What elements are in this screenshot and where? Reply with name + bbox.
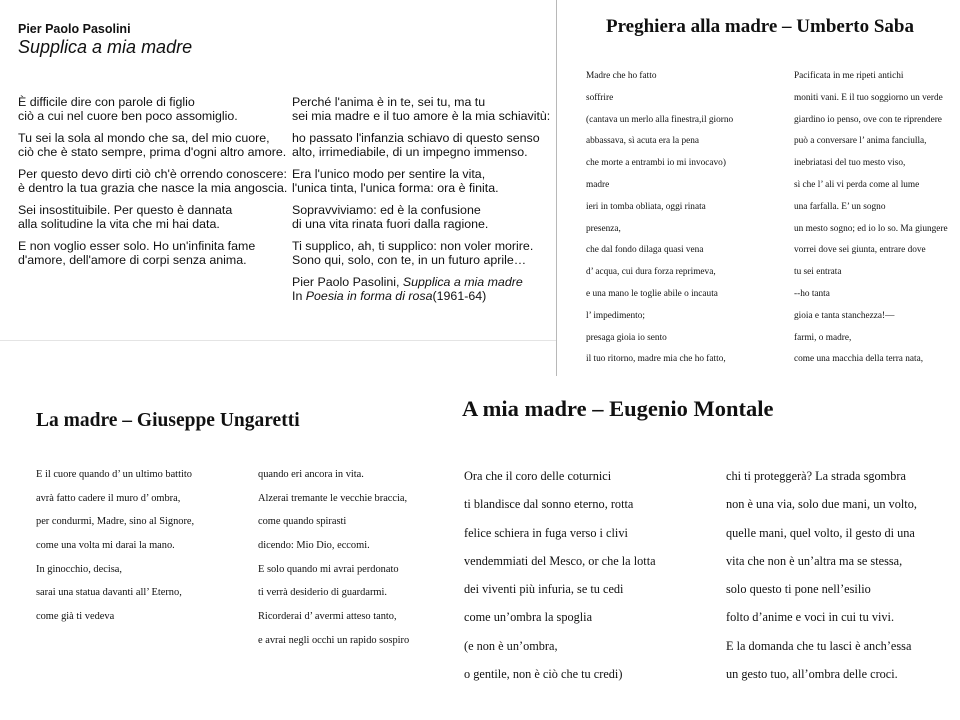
verse-line: È difficile dire con parole di figlio	[18, 95, 195, 109]
stanza	[292, 95, 554, 123]
verse-line: solo questo ti pone nell’esilio	[726, 582, 871, 597]
verse-line: Sei insostituibile. Per questo è dannata	[18, 203, 233, 217]
stanzas	[292, 95, 554, 267]
verse-line: il tuo ritorno, madre mia che ho fatto,	[586, 354, 726, 365]
stanza	[292, 131, 554, 159]
poem-title: Supplica a mia madre	[18, 37, 193, 57]
verse-line: un gesto tuo, all’ombra delle croci.	[726, 667, 898, 682]
verse-line: vorrei dove sei giunta, entrare dove	[794, 245, 926, 256]
verse-line: E solo quando mi avrai perdonato	[258, 563, 399, 575]
poem-author: Pier Paolo Pasolini	[18, 22, 131, 36]
verse-line: ti verrà desiderio di guardarmi.	[258, 587, 387, 599]
verse-line: ho passato l'infanzia schiavo di questo senso	[292, 131, 540, 145]
verse-line: madre	[586, 179, 610, 190]
pasolini-panel	[0, 0, 556, 340]
verse-line: come un’ombra la spoglia	[464, 610, 593, 625]
signature-author: Pier Paolo Pasolini,	[292, 275, 403, 289]
verse-line: felice schiera in fuga verso i clivi	[464, 525, 628, 540]
stanza	[18, 95, 283, 123]
verse-line: Ricorderai d’ avermi atteso tanto,	[258, 611, 397, 623]
verse-line: come già ti vedeva	[36, 611, 115, 623]
stanza	[18, 203, 283, 231]
signature-poem: Supplica a mia madre	[402, 275, 523, 289]
stanza	[292, 239, 554, 267]
verse-line: inebriatasi del tuo mesto viso,	[794, 158, 906, 169]
poem-column-right	[292, 95, 554, 303]
signature-book: Poesia in forma di rosa	[305, 289, 433, 303]
poem-title: Preghiera alla madre – Umberto Saba	[605, 16, 914, 37]
verse-line: soffrire	[586, 92, 614, 103]
verse-line: d'amore, dell'amore di corpi senza anima.	[18, 253, 247, 267]
stanza	[18, 239, 283, 267]
ungaretti-panel	[0, 400, 440, 720]
verse-line: Ti supplico, ah, ti supplico: non voler morire.	[292, 239, 534, 253]
panel-divider-vertical	[556, 0, 557, 376]
verse-line: vendemmiati del Mesco, or che la lotta	[464, 553, 656, 568]
verse-line: può a conversare l’ anima fanciulla,	[794, 136, 927, 147]
verse-line: E la domanda che tu lasci è anch’essa	[726, 638, 912, 653]
poem-column-left	[464, 466, 722, 692]
verse-line: moniti vani. E il tuo soggiorno un verde	[794, 92, 943, 103]
verse-line: folto d’anime e voci in cui tu vivi.	[726, 610, 895, 625]
verse-line: e avrai negli occhi un rapido sospiro	[258, 634, 410, 646]
verse-line: sì che l’ ali vi perda come al lume	[794, 179, 920, 190]
verse-line: In ginocchio, decisa,	[36, 563, 122, 575]
verse-line: non è una via, solo due mani, un volto,	[726, 497, 917, 512]
verse-line: E il cuore quando d’ un ultimo battito	[36, 469, 192, 480]
stanza	[292, 203, 554, 231]
signature-line-2	[292, 289, 554, 303]
poem-column-right	[258, 466, 440, 656]
verse-line: è dentro la tua grazia che nasce la mia angoscia.	[18, 181, 288, 195]
verse-line: Sopravviviamo: ed è la confusione	[292, 203, 481, 217]
verse-line: come una volta mi darai la mano.	[36, 540, 175, 552]
poem-column-right	[794, 68, 960, 373]
verse-line: l’ impedimento;	[586, 310, 645, 321]
verse-line: Madre che ho fatto	[586, 71, 657, 81]
verse-line: per condurmi, Madre, sino al Signore,	[36, 516, 195, 528]
verse-line: gioia e tanta stanchezza!—	[794, 310, 895, 321]
saba-panel	[560, 0, 960, 376]
verse-line: vita che non è un’altra ma se stessa,	[726, 553, 903, 568]
verse-line: ciò che è stato sempre, prima d'ogni altro amore.	[18, 145, 287, 159]
verse-line: e una mano le toglie abile o incauta	[586, 288, 718, 299]
verse-line: (cantava un merlo alla finestra,il giorno	[586, 114, 734, 125]
poem-signature	[292, 275, 554, 303]
verse-line: tu sei entrata	[794, 267, 842, 278]
verse-line: presaga gioia io sento	[586, 332, 667, 343]
signature-line-1	[292, 275, 554, 289]
verse-line: giardino io penso, ove con te riprendere	[794, 114, 942, 125]
verse-line: ciò a cui nel cuore ben poco assomiglio.	[18, 109, 238, 123]
verse-line: avrà fatto cadere il muro d’ ombra,	[36, 492, 181, 504]
verse-line: sarai una statua davanti all’ Eterno,	[36, 587, 182, 599]
stanza	[18, 167, 288, 195]
verse-line: come una macchia della terra nata,	[794, 354, 924, 365]
montale-panel	[440, 390, 960, 720]
verse-line: Alzerai tremante le vecchie braccia,	[258, 492, 408, 504]
verse-line: abbassava, sì acuta era la pena	[586, 136, 700, 147]
verse-line: come quando spirasti	[258, 516, 347, 528]
poem-title: La madre – Giuseppe Ungaretti	[36, 410, 300, 431]
verse-line: o gentile, non è ciò che tu credi)	[464, 667, 623, 682]
poem-title: A mia madre – Eugenio Montale	[462, 396, 774, 421]
verse-line: --ho tanta	[794, 288, 830, 299]
signature-years: (1961-64)	[432, 289, 487, 303]
poem-column-left	[586, 68, 791, 373]
verse-line: Perché l'anima è in te, sei tu, ma tu	[292, 95, 486, 109]
verse-line: ieri in tomba obliata, oggi rinata	[586, 201, 706, 212]
verse-line: sei mia madre e il tuo amore è la mia schiavitù:	[292, 109, 551, 123]
verse-line: alla solitudine la vita che mi hai data.	[18, 217, 220, 231]
signature-in: In	[292, 289, 306, 303]
verse-line: (e non è un’ombra,	[464, 638, 558, 653]
poem-column-left	[36, 466, 248, 632]
verse-line: alto, irrimediabile, di un impegno immenso.	[292, 145, 528, 159]
verse-line: ti blandisce dal sonno eterno, rotta	[464, 497, 634, 512]
verse-line: Sono qui, solo, con te, in un futuro aprile…	[292, 253, 527, 267]
verse-line: chi ti proteggerà? La strada sgombra	[726, 469, 906, 483]
verse-line: che dal fondo dilaga quasi vena	[586, 245, 704, 256]
verse-line: dicendo: Mio Dio, eccomi.	[258, 540, 370, 552]
verse-line: di una vita rinata fuori dalla ragione.	[292, 217, 489, 231]
stanza	[18, 131, 287, 159]
verse-line: farmi, o madre,	[794, 332, 852, 343]
verse-line: quando eri ancora in vita.	[258, 469, 364, 480]
verse-line: Era l'unico modo per sentire la vita,	[292, 167, 486, 181]
verse-line: dei viventi più infuria, se tu cedi	[464, 582, 624, 597]
verse-line: Per questo devo dirti ciò ch'è orrendo conoscere:	[18, 167, 287, 181]
verse-line: l'unica tinta, l'unica forma: ora è finita.	[292, 181, 499, 195]
stanza	[292, 167, 554, 195]
poem-column-left	[18, 95, 288, 275]
verse-line: Pacificata in me ripeti antichi	[794, 71, 904, 81]
verse-line: quelle mani, quel volto, il gesto di una	[726, 525, 915, 540]
verse-line: E non voglio esser solo. Ho un'infinita fame	[18, 239, 256, 253]
verse-line: un mesto sogno; ed io lo so. Ma giungere	[794, 223, 948, 234]
verse-line: Tu sei la sola al mondo che sa, del mio cuore,	[18, 131, 270, 145]
verse-line: Ora che il coro delle coturnici	[464, 469, 612, 483]
verse-line: presenza,	[586, 223, 621, 234]
verse-line: che morte a entrambi io mi invocavo)	[586, 158, 726, 169]
verse-line: d’ acqua, cui dura forza reprimeva,	[586, 267, 716, 278]
poem-column-right	[726, 466, 958, 692]
panel-divider-horizontal	[0, 340, 556, 341]
verse-line: una farfalla. E’ un sogno	[794, 201, 886, 212]
